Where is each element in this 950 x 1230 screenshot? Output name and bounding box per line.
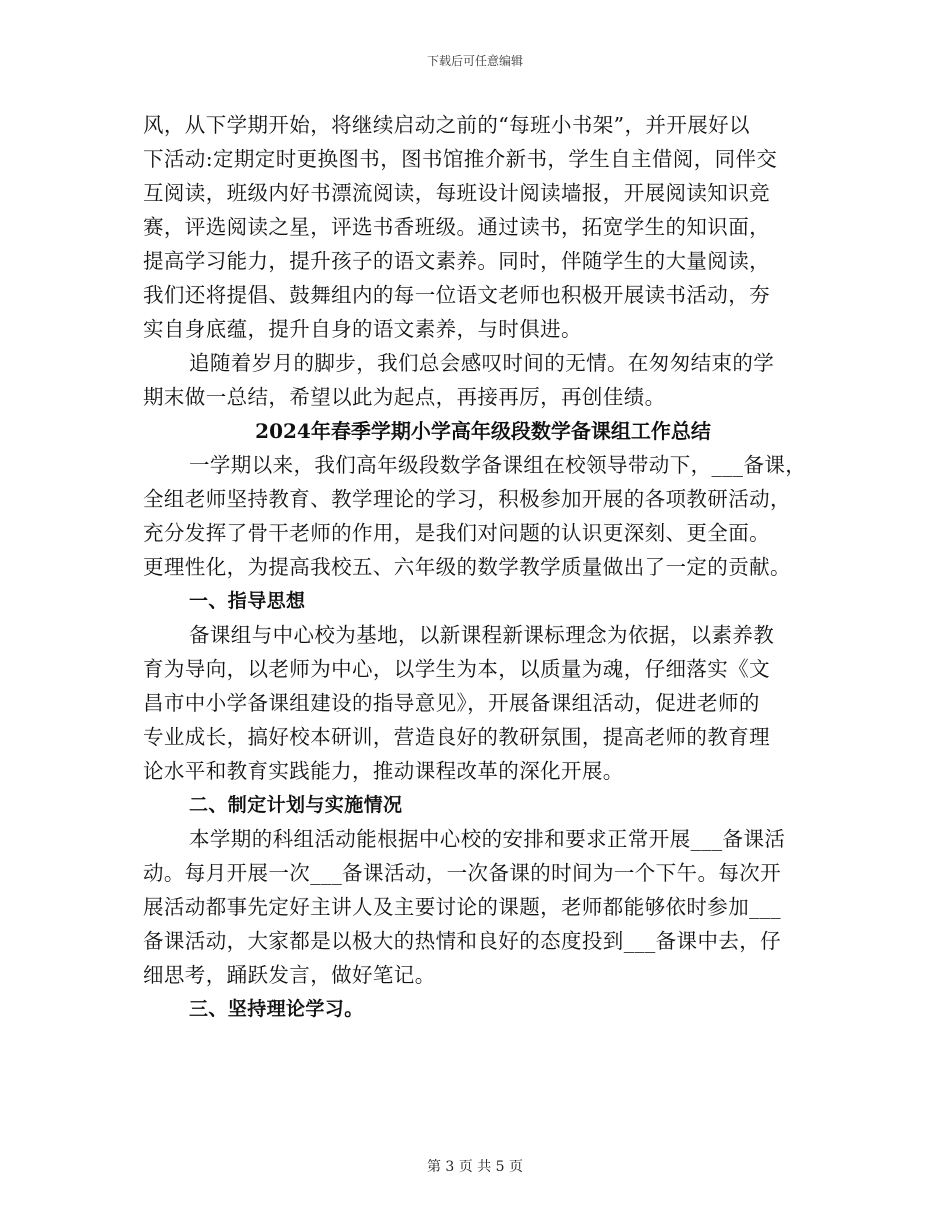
body-line: 昌市中小学备课组建设的指导意见》，开展备课组活动，促进老师的 — [143, 691, 760, 715]
body-line: 赛，评选阅读之星，评选书香班级。通过读书，拓宽学生的知识面， — [143, 215, 770, 239]
body-line: 备课活动，大家都是以极大的热情和良好的态度投到___备课中去，仔 — [143, 929, 782, 953]
section-heading-plan: 二、制定计划与实施情况 — [189, 794, 403, 816]
paragraph-first-line: 一学期以来，我们高年级段数学备课组在校领导带动下，___备课， — [189, 453, 807, 477]
body-line: 更理性化，为提高我校五、六年级的数学教学质量做出了一定的贡献。 — [143, 555, 791, 579]
body-line: 专业成长，搞好校本研训，营造良好的教研氛围，提高老师的教育理 — [143, 725, 770, 749]
page-number: 第 3 页 共 5 页 — [426, 1159, 524, 1175]
paragraph-first-line: 本学期的科组活动能根据中心校的安排和要求正常开展___备课活 — [189, 827, 786, 851]
document-title: 2024年春季学期小学高年级段数学备课组工作总结 — [255, 419, 711, 443]
paragraph-first-line: 备课组与中心校为基地，以新课程新课标理念为依据，以素养教 — [189, 623, 775, 647]
body-line: 提高学习能力，提升孩子的语文素养。同时，伴随学生的大量阅读， — [143, 249, 770, 273]
body-line: 动。每月开展一次___备课活动，一次备课的时间为一个下午。每次开 — [143, 861, 782, 885]
body-line: 互阅读，班级内好书漂流阅读，每班设计阅读墙报，开展阅读知识竞 — [143, 181, 770, 205]
body-line: 细思考，踊跃发言，做好笔记。 — [143, 963, 436, 987]
body-line: 实自身底蕴，提升自身的语文素养，与时俱进。 — [143, 317, 582, 341]
body-line: 期末做一总结，希望以此为起点，再接再厉，再创佳绩。 — [143, 385, 666, 409]
body-line: 展活动都事先定好主讲人及主要讨论的课题，老师都能够依时参加___ — [143, 895, 782, 919]
page-header-note: 下载后可任意编辑 — [426, 54, 523, 68]
body-line: 论水平和教育实践能力，推动课程改革的深化开展。 — [143, 759, 624, 783]
body-line: 风，从下学期开始，将继续启动之前的“每班小书架”，并开展好以 — [143, 113, 750, 137]
document-body — [143, 108, 823, 1026]
body-line: 我们还将提倡、鼓舞组内的每一位语文老师也积极开展读书活动，夯 — [143, 283, 770, 307]
body-line: 育为导向，以老师为中心，以学生为本，以质量为魂，仔细落实《文 — [143, 657, 770, 681]
body-line: 全组老师坚持教育、教学理论的学习，积极参加开展的各项教研活动， — [143, 487, 791, 511]
body-line: 下活动:定期定时更换图书，图书馆推介新书，学生自主借阅，同伴交 — [143, 147, 778, 171]
body-line: 充分发挥了骨干老师的作用，是我们对问题的认识更深刻、更全面。 — [143, 521, 770, 545]
paragraph-first-line: 追随着岁月的脚步，我们总会感叹时间的无情。在匆匆结束的学 — [189, 351, 775, 375]
section-heading-guiding-thought: 一、指导思想 — [189, 590, 306, 612]
section-heading-theory-study: 三、坚持理论学习。 — [189, 998, 364, 1020]
